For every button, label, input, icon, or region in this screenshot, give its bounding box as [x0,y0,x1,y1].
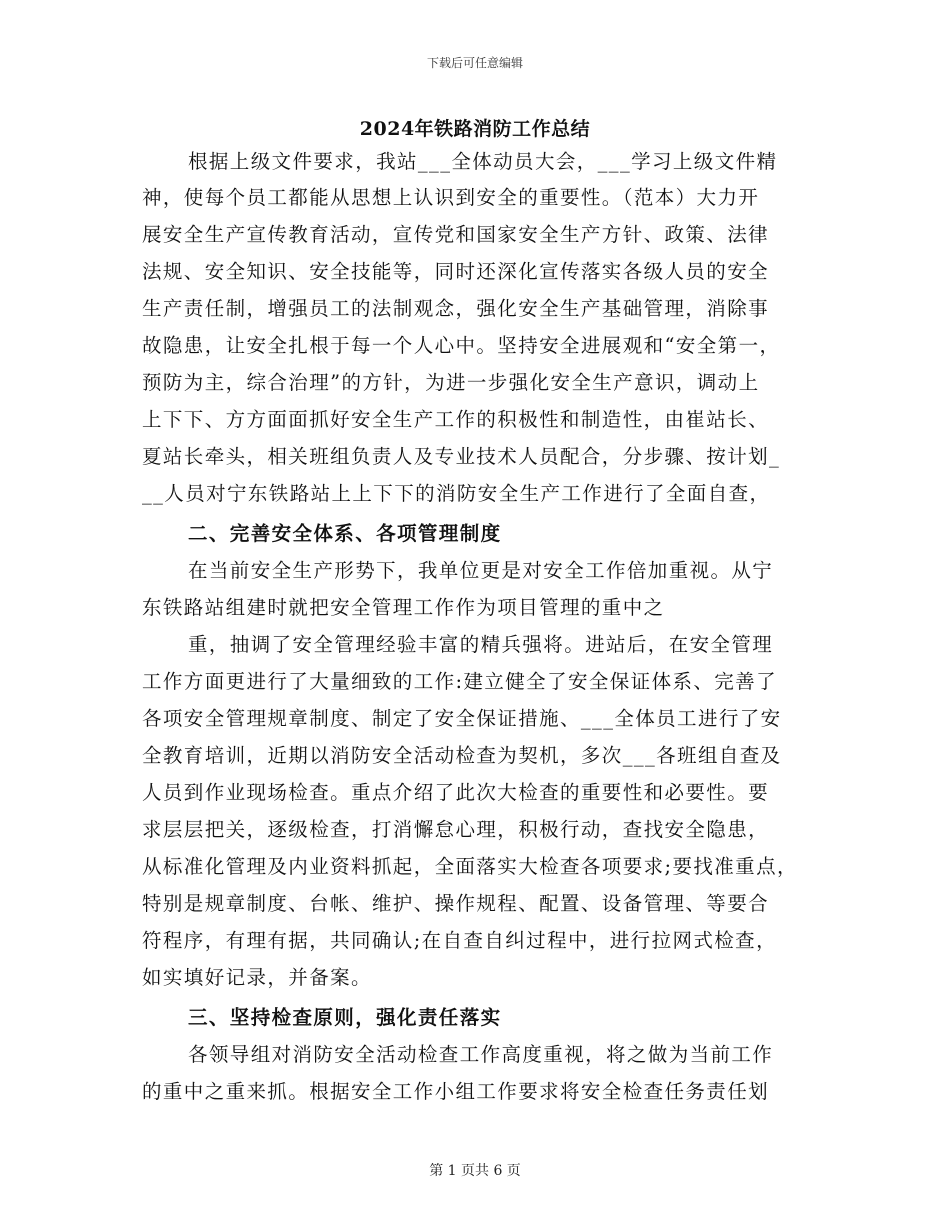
paragraph-line: 预防为主，综合治理”的方针，为进一步强化安全生产意识，调动上 [142,371,760,394]
paragraph-line: 法规、安全知识、安全技能等，同时还深化宣传落实各级人员的安全 [142,260,770,283]
page-footer: 第 1 页共 6 页 [429,1163,521,1179]
document-title: 2024年铁路消防工作总结 [359,118,591,140]
paragraph-line: 展安全生产宣传教育活动，宣传党和国家安全生产方针、政策、法律 [142,223,770,246]
paragraph-line: 各领导组对消防安全活动检查工作高度重视，将之做为当前工作 [188,1043,774,1066]
paragraph-line: __人员对宁东铁路站上上下下的消防安全生产工作进行了全面自查， [142,482,771,505]
paragraph-line: 生产责任制，增强员工的法制观念，强化安全生产基础管理，消除事 [142,297,770,320]
paragraph-line: 工作方面更进行了大量细致的工作:建立健全了安全保证体系、完善了 [142,670,777,693]
paragraph-line: 如实填好记录，并备案。 [142,966,372,989]
paragraph-line: 夏站长牵头，相关班组负责人及专业技术人员配合，分步骤、按计划_ [142,445,781,468]
paragraph-line: 神，使每个员工都能从思想上认识到安全的重要性。（范本）大力开 [142,186,760,209]
paragraph-line: 在当前安全生产形势下，我单位更是对安全工作倍加重视。从宁 [188,559,774,582]
paragraph-line: 特别是规章制度、台帐、维护、操作规程、配置、设备管理、等要合 [142,892,770,915]
section-heading: 三、坚持检查原则，强化责任落实 [188,1006,502,1029]
paragraph-line: 人员到作业现场检查。重点介绍了此次大检查的重要性和必要性。要 [142,781,770,804]
paragraph-line: 从标准化管理及内业资料抓起，全面落实大检查各项要求;要找准重点， [142,855,798,878]
paragraph-line: 上下下、方方面面抓好安全生产工作的积极性和制造性，由崔站长、 [142,408,770,431]
paragraph-line: 全教育培训，近期以消防安全活动检查为契机，多次___各班组自查及 [142,744,782,767]
paragraph-line: 符程序，有理有据，共同确认;在自查自纠过程中，进行拉网式检查， [142,929,777,952]
page-header: 下载后可任意编辑 [426,56,523,70]
section-heading: 二、完善安全体系、各项管理制度 [188,522,502,545]
paragraph-line: 故隐患，让安全扎根于每一个人心中。坚持安全进展观和“安全第一， [142,334,781,357]
paragraph-line: 各项安全管理规章制度、制定了安全保证措施、___全体员工进行了安 [142,707,782,730]
paragraph-line: 求层层把关，逐级检查，打消懈怠心理，积极行动，查找安全隐患， [142,818,770,841]
paragraph-line: 重，抽调了安全管理经验丰富的精兵强将。进站后，在安全管理 [188,633,774,656]
paragraph-line: 根据上级文件要求，我站___全体动员大会，___学习上级文件精 [188,150,778,173]
paragraph-line: 的重中之重来抓。根据安全工作小组工作要求将安全检查任务责任划 [142,1080,770,1103]
paragraph-line: 东铁路站组建时就把安全管理工作作为项目管理的重中之 [142,596,665,619]
